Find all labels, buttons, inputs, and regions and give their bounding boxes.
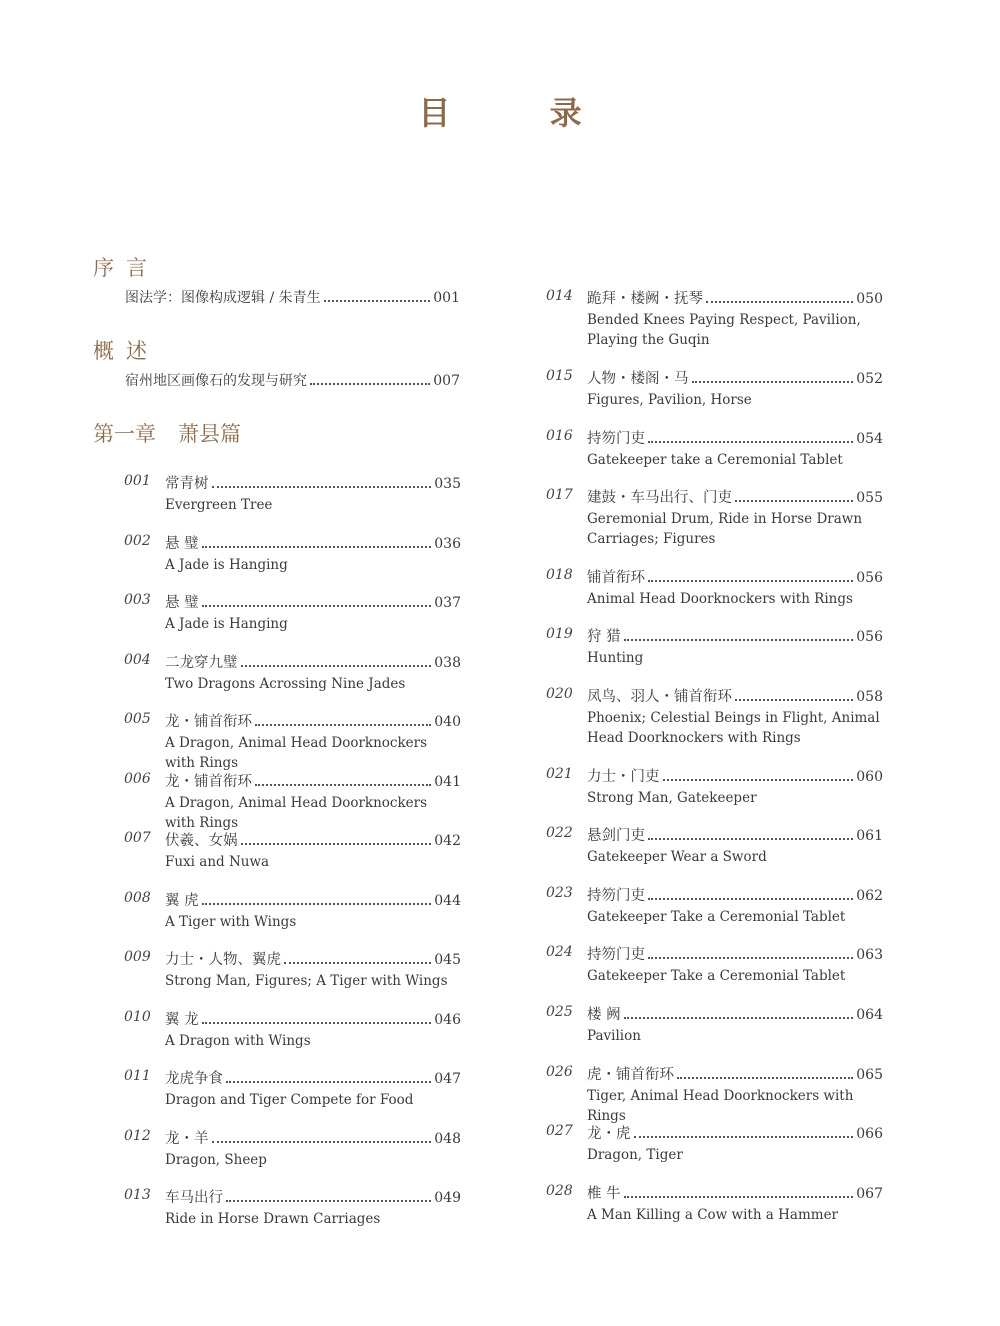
- leader-dots: [624, 1017, 854, 1019]
- toc-entry[interactable]: [546, 486, 883, 549]
- entry-title-zh: 龙・羊: [165, 1131, 209, 1147]
- entry-row: [165, 1186, 461, 1207]
- leader-dots: [706, 301, 853, 303]
- entry-number: 004: [124, 652, 151, 668]
- entry-title-zh: 常青树: [165, 476, 209, 492]
- entry-row: [587, 367, 883, 388]
- entry-title-en: Gatekeeper take a Ceremonial Tablet: [587, 452, 843, 468]
- toc-entry[interactable]: [546, 625, 883, 668]
- leader-dots: [648, 898, 853, 900]
- entry-number: 012: [124, 1128, 151, 1144]
- entry-number: 024: [546, 944, 573, 960]
- leader-dots: [735, 699, 853, 701]
- toc-item-preface[interactable]: [125, 287, 460, 307]
- section-heading-preface: 序言: [93, 256, 159, 280]
- entry-row: [587, 685, 883, 706]
- entry-page: 046: [434, 1012, 461, 1028]
- leader-dots: [202, 605, 432, 607]
- entry-row: [165, 710, 461, 731]
- entry-page: 066: [856, 1126, 883, 1142]
- leader-dots: [624, 1196, 854, 1198]
- toc-item-page: 007: [433, 373, 460, 389]
- entry-number: 002: [124, 533, 151, 549]
- entry-number: 005: [124, 711, 151, 727]
- entry-row: [587, 625, 883, 646]
- entry-title-zh: 持笏门吏: [587, 947, 645, 963]
- entry-page: 060: [856, 769, 883, 785]
- entry-title-en: Animal Head Doorknockers with Rings: [587, 591, 853, 607]
- leader-dots: [692, 381, 854, 383]
- entry-title-zh: 龙・虎: [587, 1126, 631, 1142]
- entry-title-en: A Dragon, Animal Head Doorknockers with Rings: [165, 735, 428, 771]
- toc-entry[interactable]: [546, 1003, 883, 1046]
- entry-title-zh: 椎 牛: [587, 1186, 621, 1202]
- entry-row: [587, 1003, 883, 1024]
- entry-title-zh: 力士・门吏: [587, 769, 660, 785]
- entry-title-en: Phoenix; Celestial Beings in Flight, Animal Head Doorknockers with Rings: [587, 710, 880, 746]
- entry-title-zh: 楼 阙: [587, 1007, 621, 1023]
- entry-title-en: Gatekeeper Wear a Sword: [587, 849, 767, 865]
- leader-dots: [677, 1077, 853, 1079]
- chapter-label: 第一章: [93, 422, 156, 446]
- entry-title-zh: 持笏门吏: [587, 431, 645, 447]
- entry-number: 010: [124, 1009, 151, 1025]
- entry-title-en: Strong Man, Gatekeeper: [587, 790, 757, 806]
- entry-page: 040: [434, 714, 461, 730]
- leader-dots: [648, 441, 853, 443]
- entry-title-zh: 二龙穿九璧: [165, 655, 238, 671]
- entry-title-en: A Man Killing a Cow with a Hammer: [587, 1207, 839, 1223]
- entry-page: 065: [856, 1067, 883, 1083]
- entry-page: 054: [856, 431, 883, 447]
- toc-entry[interactable]: [124, 651, 461, 694]
- toc-entry[interactable]: [124, 948, 461, 991]
- entry-page: 048: [434, 1131, 461, 1147]
- leader-dots: [241, 843, 432, 845]
- leader-dots: [212, 1141, 432, 1143]
- entry-title-en: Figures, Pavilion, Horse: [587, 392, 752, 408]
- toc-item-title: 图法学：图像构成逻辑 / 朱青生: [125, 290, 321, 306]
- entry-page: 047: [434, 1071, 461, 1087]
- leader-dots: [241, 665, 432, 667]
- toc-entry[interactable]: [546, 1122, 883, 1165]
- entry-page: 044: [434, 893, 461, 909]
- entry-number: 027: [546, 1123, 573, 1139]
- entry-row: [587, 287, 883, 308]
- leader-dots: [648, 838, 853, 840]
- entry-page: 052: [856, 371, 883, 387]
- leader-dots: [212, 486, 432, 488]
- entry-page: 062: [856, 888, 883, 904]
- entry-number: 014: [546, 288, 573, 304]
- entry-title-zh: 悬剑门吏: [587, 828, 645, 844]
- entry-number: 006: [124, 771, 151, 787]
- toc-entry[interactable]: [546, 685, 883, 748]
- entry-row: [165, 948, 461, 969]
- entry-row: [587, 943, 883, 964]
- page-title: 目 录: [418, 94, 626, 132]
- entry-row: [587, 1182, 883, 1203]
- entry-title-en: Dragon, Sheep: [165, 1152, 267, 1168]
- entry-number: 018: [546, 567, 573, 583]
- toc-item-title: 宿州地区画像石的发现与研究: [125, 373, 307, 389]
- leader-dots: [624, 639, 854, 641]
- entry-page: 049: [434, 1190, 461, 1206]
- entry-row: [165, 829, 461, 850]
- chapter-heading: [93, 418, 241, 448]
- entry-page: 067: [856, 1186, 883, 1202]
- chapter-name: 萧县篇: [178, 422, 241, 446]
- entry-row: [165, 591, 461, 612]
- leader-dots: [735, 500, 853, 502]
- toc-entry[interactable]: [546, 824, 883, 867]
- entry-title-zh: 车马出行: [165, 1190, 223, 1206]
- toc-entry[interactable]: [546, 427, 883, 470]
- entry-number: 003: [124, 592, 151, 608]
- toc-entry[interactable]: [124, 770, 461, 833]
- entry-row: [165, 532, 461, 553]
- entry-title-en: A Jade is Hanging: [165, 616, 288, 632]
- toc-entry[interactable]: [124, 1067, 461, 1110]
- toc-entry[interactable]: [546, 1182, 883, 1225]
- entry-title-zh: 狩 猎: [587, 629, 621, 645]
- entry-title-zh: 建鼓・车马出行、门吏: [587, 490, 732, 506]
- entry-row: [165, 1008, 461, 1029]
- entry-row: [165, 770, 461, 791]
- leader-dots: [255, 784, 431, 786]
- entry-row: [587, 884, 883, 905]
- entry-row: [587, 427, 883, 448]
- entry-title-zh: 铺首衔环: [587, 570, 645, 586]
- leader-dots: [648, 580, 853, 582]
- entry-title-zh: 人物・楼阁・马: [587, 371, 689, 387]
- toc-entry[interactable]: [124, 1127, 461, 1170]
- entry-number: 016: [546, 428, 573, 444]
- section-heading-overview: 概述: [93, 339, 159, 363]
- entry-row: [587, 566, 883, 587]
- entry-title-zh: 虎・铺首衔环: [587, 1067, 674, 1083]
- entry-title-en: Two Dragons Acrossing Nine Jades: [165, 676, 406, 692]
- entry-number: 001: [124, 473, 151, 489]
- entry-row: [165, 889, 461, 910]
- leader-dots: [663, 779, 854, 781]
- leader-dots: [634, 1136, 854, 1138]
- entry-page: 041: [434, 774, 461, 790]
- entry-row: [587, 486, 883, 507]
- entry-title-en: Dragon, Tiger: [587, 1147, 683, 1163]
- leader-dots: [324, 300, 431, 302]
- entry-title-en: A Dragon with Wings: [165, 1033, 311, 1049]
- entry-row: [165, 651, 461, 672]
- entry-number: 008: [124, 890, 151, 906]
- entry-page: 038: [434, 655, 461, 671]
- entry-title-en: A Jade is Hanging: [165, 557, 288, 573]
- entry-title-zh: 悬 璧: [165, 536, 199, 552]
- entry-page: 063: [856, 947, 883, 963]
- toc-item-overview[interactable]: [125, 370, 460, 390]
- entry-title-zh: 龙・铺首衔环: [165, 714, 252, 730]
- entry-number: 017: [546, 487, 573, 503]
- entry-number: 009: [124, 949, 151, 965]
- toc-entry[interactable]: [124, 1008, 461, 1051]
- entry-number: 011: [124, 1068, 151, 1084]
- leader-dots: [648, 957, 853, 959]
- entry-page: 045: [434, 952, 461, 968]
- toc-entry[interactable]: [546, 765, 883, 808]
- toc-entry[interactable]: [546, 1063, 883, 1126]
- entry-title-zh: 凤鸟、羽人・铺首衔环: [587, 689, 732, 705]
- entry-title-en: Gatekeeper Take a Ceremonial Tablet: [587, 968, 846, 984]
- entry-title-en: Tiger, Animal Head Doorknockers with Rings: [587, 1088, 854, 1124]
- entry-page: 064: [856, 1007, 883, 1023]
- entry-row: [165, 1127, 461, 1148]
- toc-entry[interactable]: [124, 591, 461, 634]
- toc-entry[interactable]: [546, 287, 883, 350]
- entry-title-zh: 龙虎争食: [165, 1071, 223, 1087]
- leader-dots: [202, 546, 432, 548]
- entry-row: [587, 1122, 883, 1143]
- toc-item-page: 001: [433, 290, 460, 306]
- entry-title-zh: 龙・铺首衔环: [165, 774, 252, 790]
- leader-dots: [226, 1081, 431, 1083]
- entry-number: 019: [546, 626, 573, 642]
- leader-dots: [284, 962, 431, 964]
- entry-title-zh: 力士・人物、翼虎: [165, 952, 281, 968]
- entry-number: 021: [546, 766, 573, 782]
- entry-title-en: Evergreen Tree: [165, 497, 273, 513]
- leader-dots: [226, 1200, 431, 1202]
- entry-number: 007: [124, 830, 151, 846]
- entry-number: 023: [546, 885, 573, 901]
- leader-dots: [310, 383, 430, 385]
- toc-entry[interactable]: [546, 884, 883, 927]
- entry-number: 025: [546, 1004, 573, 1020]
- entry-title-en: Fuxi and Nuwa: [165, 854, 270, 870]
- toc-entry[interactable]: [124, 710, 461, 773]
- leader-dots: [202, 1022, 432, 1024]
- toc-entry[interactable]: [124, 889, 461, 932]
- leader-dots: [255, 724, 431, 726]
- entry-title-en: Pavilion: [587, 1028, 641, 1044]
- entry-number: 020: [546, 686, 573, 702]
- entry-title-en: A Tiger with Wings: [165, 914, 297, 930]
- entry-row: [165, 472, 461, 493]
- entry-title-zh: 翼 龙: [165, 1012, 199, 1028]
- toc-entry[interactable]: [124, 532, 461, 575]
- entry-row: [587, 1063, 883, 1084]
- entry-page: 061: [856, 828, 883, 844]
- entry-page: 035: [434, 476, 461, 492]
- entry-page: 042: [434, 833, 461, 849]
- entry-title-en: Hunting: [587, 650, 644, 666]
- entry-page: 036: [434, 536, 461, 552]
- entry-title-zh: 悬 璧: [165, 595, 199, 611]
- entry-title-zh: 伏羲、女娲: [165, 833, 238, 849]
- toc-entry[interactable]: [124, 829, 461, 872]
- toc-entry[interactable]: [124, 1186, 461, 1229]
- entry-title-en: Bended Knees Paying Respect, Pavilion, Playing the Guqin: [587, 312, 861, 348]
- toc-entry[interactable]: [124, 472, 461, 515]
- entry-number: 022: [546, 825, 573, 841]
- entry-row: [587, 824, 883, 845]
- entry-row: [165, 1067, 461, 1088]
- toc-entry[interactable]: [546, 367, 883, 410]
- entry-number: 028: [546, 1183, 573, 1199]
- toc-entry[interactable]: [546, 566, 883, 609]
- entry-page: 037: [434, 595, 461, 611]
- entry-title-en: Geremonial Drum, Ride in Horse Drawn Carriages; Figures: [587, 511, 863, 547]
- entry-page: 058: [856, 689, 883, 705]
- entry-page: 050: [856, 291, 883, 307]
- toc-entry[interactable]: [546, 943, 883, 986]
- entry-title-en: Gatekeeper Take a Ceremonial Tablet: [587, 909, 846, 925]
- leader-dots: [202, 903, 432, 905]
- entry-number: 013: [124, 1187, 151, 1203]
- entry-number: 015: [546, 368, 573, 384]
- entry-title-en: Dragon and Tiger Compete for Food: [165, 1092, 414, 1108]
- entry-title-en: Strong Man, Figures; A Tiger with Wings: [165, 973, 448, 989]
- entry-title-zh: 翼 虎: [165, 893, 199, 909]
- entry-page: 056: [856, 570, 883, 586]
- entry-page: 055: [856, 490, 883, 506]
- entry-number: 026: [546, 1064, 573, 1080]
- entry-title-zh: 持笏门吏: [587, 888, 645, 904]
- entry-title-zh: 跪拜・楼阙・抚琴: [587, 291, 703, 307]
- entry-title-en: A Dragon, Animal Head Doorknockers with Rings: [165, 795, 428, 831]
- entry-page: 056: [856, 629, 883, 645]
- entry-title-en: Ride in Horse Drawn Carriages: [165, 1211, 381, 1227]
- entry-row: [587, 765, 883, 786]
